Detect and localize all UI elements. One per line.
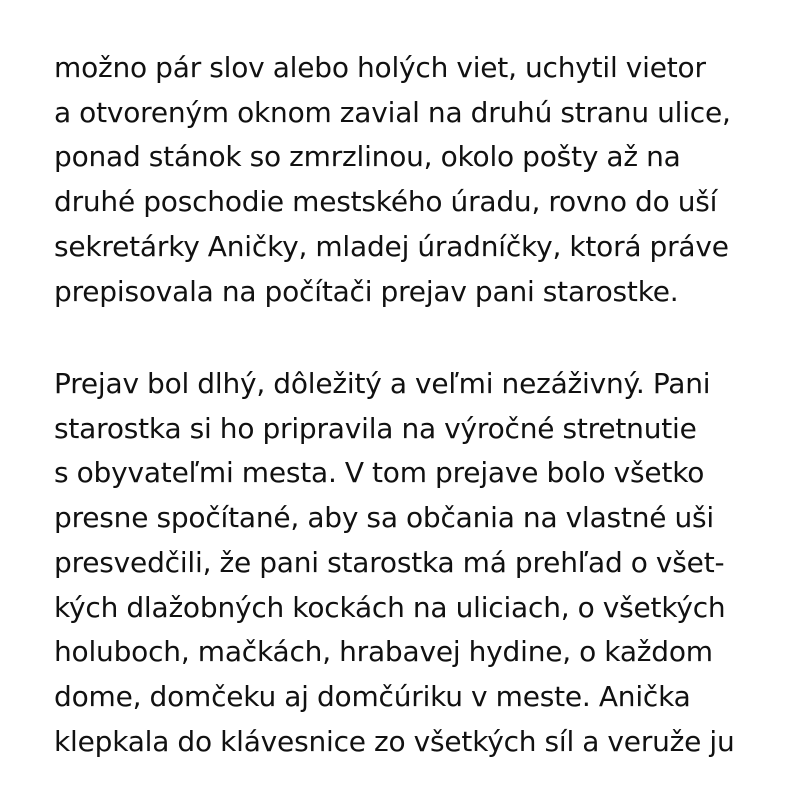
text-line: prepisovala na počítači prejav pani starostke. [54, 274, 679, 308]
text-line: a otvoreným oknom zavial na druhú stranu ulice, [54, 95, 731, 129]
text-line: sekretárky Aničky, mladej úradníčky, ktorá práve [54, 229, 729, 263]
text-line: dome, domčeku aj domčúriku v meste. Anička [54, 679, 691, 713]
text-line: druhé poschodie mestského úradu, rovno do uší [54, 185, 718, 219]
paragraph-1 [54, 46, 774, 314]
text-line: ponad stánok so zmrzlinou, okolo pošty až na [54, 140, 681, 174]
text-line: klepkala do klávesnice zo všetkých síl a veruže ju [54, 724, 735, 758]
text-line: holuboch, mačkách, hrabavej hydine, o každom [54, 635, 713, 669]
text-line: s obyvateľmi mesta. V tom prejave bolo všetko [54, 456, 705, 490]
text-line: kých dlažobných kockách na uliciach, o všetkých [54, 590, 726, 624]
text-line: starostka si ho pripravila na výročné stretnutie [54, 411, 697, 445]
text-line: Prejav bol dlhý, dôležitý a veľmi nezáživný. Pani [54, 367, 711, 400]
paragraph-2 [54, 362, 774, 764]
text-line: možno pár slov alebo holých viet, uchytil vietor [54, 51, 706, 84]
text-line: presvedčili, že pani starostka má prehľad o všet- [54, 545, 725, 579]
text-line: presne spočítané, aby sa občania na vlastné uši [54, 501, 714, 535]
